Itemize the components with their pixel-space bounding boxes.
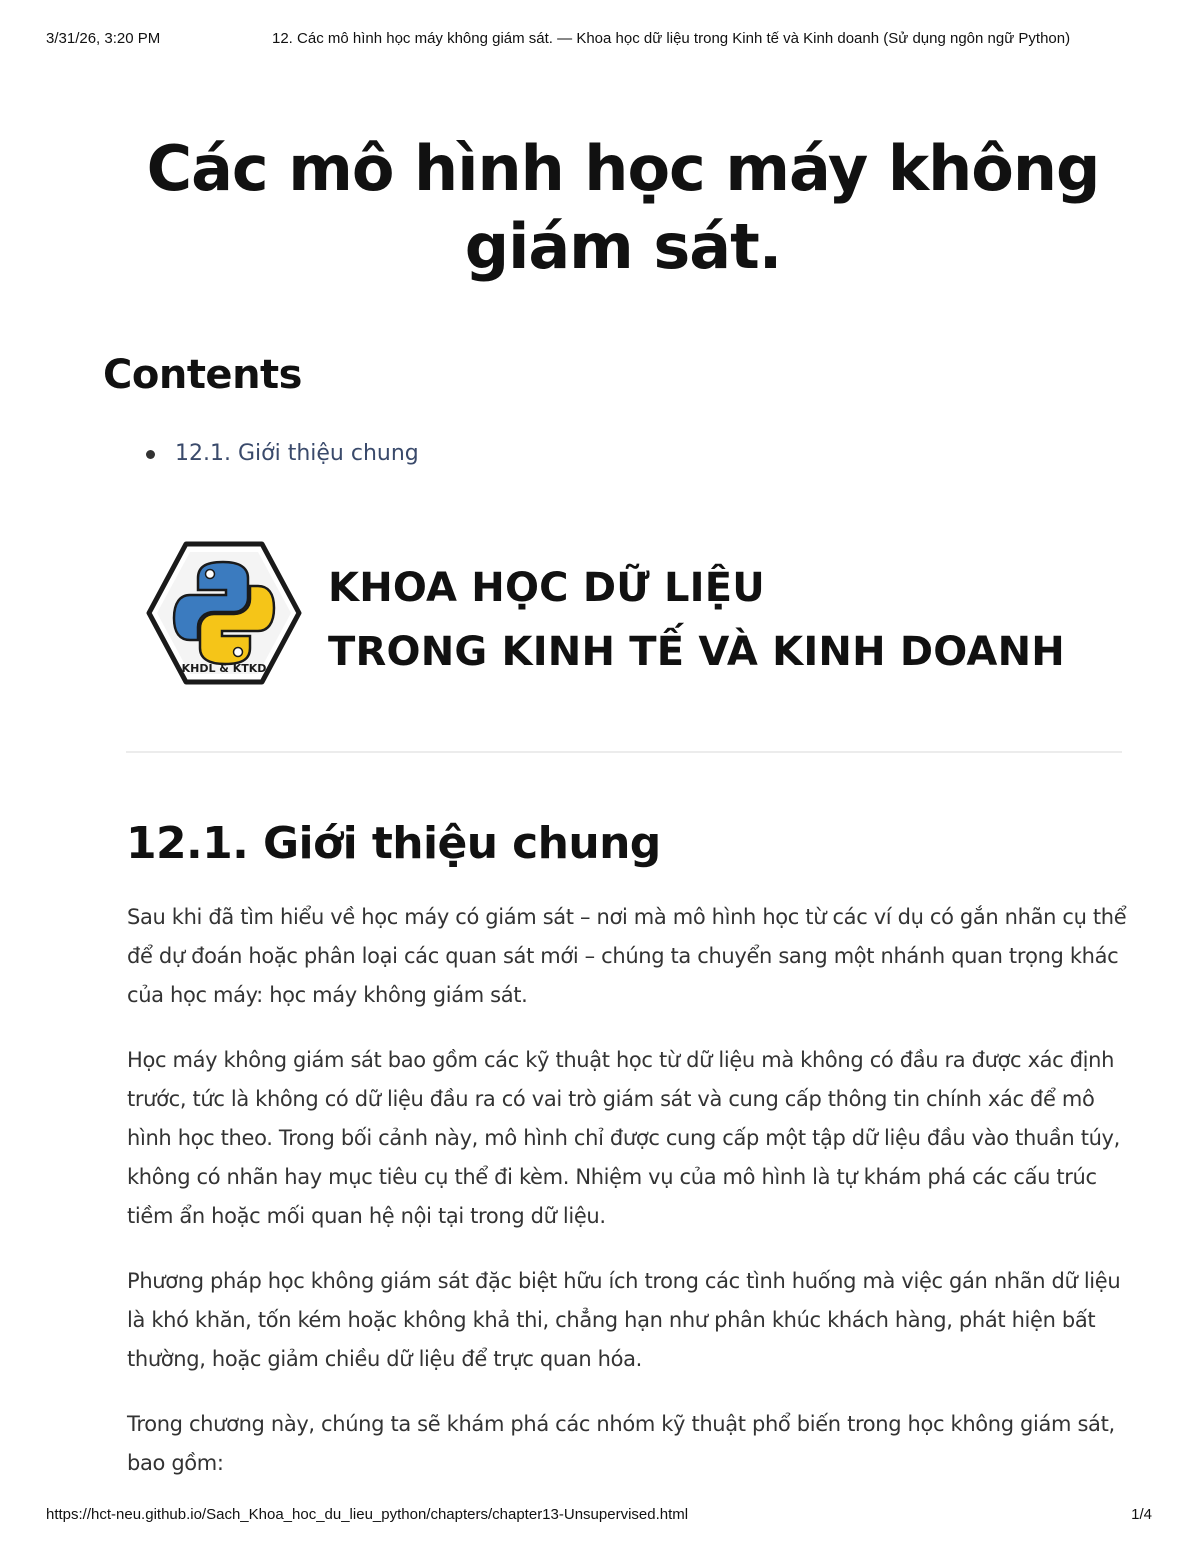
paragraph-2: Học máy không giám sát bao gồm các kỹ thuật học từ dữ liệu mà không có đầu ra được xác định trước, tức là không có dữ liệu đầu ra có vai trò giám sát và cung cấp thông tin chính xác để mô hình học theo. Trong bối cảnh này, mô hình chỉ được cung cấp một tập dữ liệu đầu vào thuần túy, không có nhãn hay mục tiêu cụ thể đi kèm. Nhiệm vụ của mô hình là tự khám phá các cấu trúc tiềm ẩn hoặc mối quan hệ nội tại trong dữ liệu. [127, 1048, 1120, 1228]
section-heading: 12.1. Giới thiệu chung [126, 818, 661, 869]
page-title: Các mô hình học máy không giám sát. [146, 132, 1100, 283]
print-footer [46, 1506, 1152, 1526]
section-divider [126, 751, 1122, 753]
paragraph-3: Phương pháp học không giám sát đặc biệt hữu ích trong các tình huống mà việc gán nhãn dữ liệu là khó khăn, tốn kém hoặc không khả thi, chẳng hạn như phân khúc khách hàng, phát hiện bất thường, hoặc giảm chiều dữ liệu để trực quan hóa. [127, 1269, 1121, 1371]
banner-line-2: TRONG KINH TẾ VÀ KINH DOANH [328, 629, 1065, 675]
book-banner [146, 540, 1136, 690]
page-number: 1/4 [1131, 1506, 1152, 1523]
toc-link-gioi-thieu-chung[interactable]: 12.1. Giới thiệu chung [175, 441, 419, 466]
python-hexagon-logo-icon [146, 540, 302, 686]
toc-list [145, 436, 419, 472]
print-url: https://hct-neu.github.io/Sach_Khoa_hoc_du_lieu_python/chapters/chapter13-Unsupervised.html [46, 1506, 689, 1523]
paragraph-4: Trong chương này, chúng ta sẽ khám phá các nhóm kỹ thuật phổ biến trong học không giám sát, bao gồm: [127, 1412, 1115, 1475]
print-date: 3/31/26, 3:20 PM [46, 30, 161, 47]
section-body [127, 898, 1127, 1509]
contents-heading: Contents [103, 352, 302, 398]
print-header [46, 30, 1154, 50]
paragraph-1: Sau khi đã tìm hiểu về học máy có giám sát – nơi mà mô hình học từ các ví dụ có gắn nhãn cụ thể để dự đoán hoặc phân loại các quan sát mới – chúng ta chuyển sang một nhánh quan trọng khác của học máy: học máy không giám sát. [127, 905, 1127, 1007]
logo-label: KHDL & KTKD [181, 662, 267, 675]
banner-line-1: KHOA HỌC DỮ LIỆU [328, 565, 765, 611]
print-page-title: 12. Các mô hình học máy không giám sát. — Khoa học dữ liệu trong Kinh tế và Kinh doanh (Sử dụng ngôn ngữ Python) [272, 30, 1071, 47]
toc-item [145, 436, 419, 472]
banner-text [328, 556, 1065, 684]
